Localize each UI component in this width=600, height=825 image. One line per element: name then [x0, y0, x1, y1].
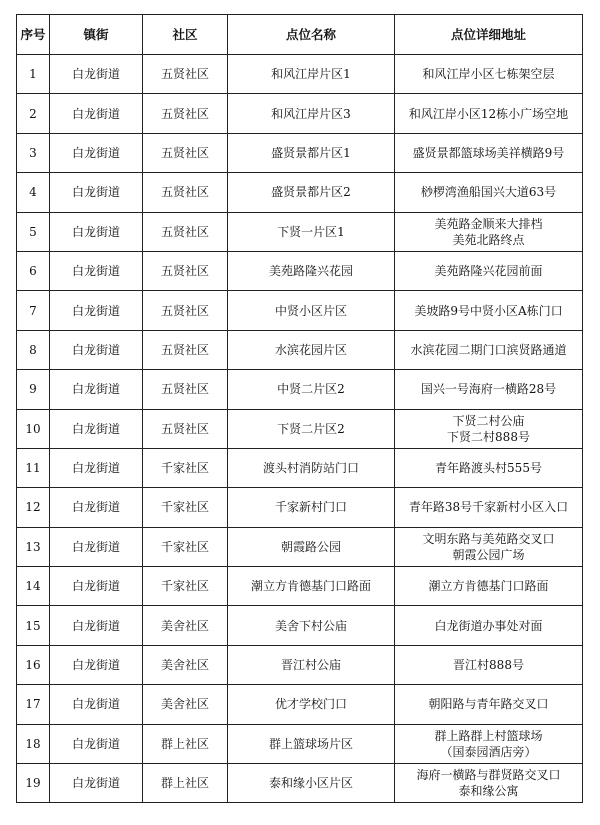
cell-town: 白龙街道: [50, 330, 143, 369]
address-line: 下贤二村888号: [447, 429, 530, 444]
address-line: 美苑路金顺来大排档: [434, 216, 543, 231]
cell-site-name: 中贤二片区2: [228, 370, 395, 409]
cell-number: 12: [17, 488, 50, 527]
cell-community: 五贤社区: [143, 212, 228, 251]
header-site-name: 点位名称: [228, 15, 395, 55]
cell-address: [395, 409, 583, 448]
header-address: 点位详细地址: [395, 15, 583, 55]
cell-address: [395, 330, 583, 369]
cell-number: 8: [17, 330, 50, 369]
cell-number: 1: [17, 55, 50, 94]
cell-community: 五贤社区: [143, 133, 228, 172]
cell-community: 美舍社区: [143, 606, 228, 645]
cell-community: 美舍社区: [143, 685, 228, 724]
address-line: 晋江村888号: [453, 658, 524, 673]
cell-address: [395, 94, 583, 133]
cell-site-name: 群上篮球场片区: [228, 724, 395, 763]
address-line: 水滨花园二期门口滨贤路通道: [410, 342, 567, 357]
cell-address: [395, 724, 583, 763]
table-row: [17, 448, 583, 487]
cell-town: 白龙街道: [50, 251, 143, 290]
cell-community: 五贤社区: [143, 330, 228, 369]
cell-number: 10: [17, 409, 50, 448]
address-line: 美苑北路终点: [452, 232, 525, 247]
cell-number: 9: [17, 370, 50, 409]
cell-number: 18: [17, 724, 50, 763]
cell-town: 白龙街道: [50, 94, 143, 133]
address-line: 和风江岸小区七栋架空层: [422, 67, 555, 82]
address-line: 群上路群上村篮球场: [434, 728, 543, 743]
table-row: [17, 251, 583, 290]
cell-site-name: 下贤二片区2: [228, 409, 395, 448]
table-row: [17, 133, 583, 172]
cell-site-name: 晋江村公庙: [228, 645, 395, 684]
address-line: 海府一横路与群贤路交叉口: [416, 768, 561, 783]
cell-site-name: 中贤小区片区: [228, 291, 395, 330]
table-row: [17, 488, 583, 527]
cell-community: 五贤社区: [143, 94, 228, 133]
cell-address: [395, 764, 583, 803]
cell-community: 群上社区: [143, 724, 228, 763]
cell-community: 五贤社区: [143, 173, 228, 212]
address-line: 白龙街道办事处对面: [434, 618, 543, 633]
header-town: 镇街: [50, 15, 143, 55]
cell-address: [395, 251, 583, 290]
table-row: [17, 567, 583, 606]
cell-town: 白龙街道: [50, 370, 143, 409]
cell-town: 白龙街道: [50, 212, 143, 251]
cell-address: [395, 606, 583, 645]
cell-site-name: 渡头村消防站门口: [228, 448, 395, 487]
cell-town: 白龙街道: [50, 645, 143, 684]
cell-site-name: 盛贤景都片区1: [228, 133, 395, 172]
address-line: 美坡路9号中贤小区A栋门口: [414, 303, 563, 318]
cell-town: 白龙街道: [50, 764, 143, 803]
cell-town: 白龙街道: [50, 409, 143, 448]
address-line: 朝阳路与青年路交叉口: [428, 697, 549, 712]
cell-town: 白龙街道: [50, 567, 143, 606]
cell-site-name: 优才学校门口: [228, 685, 395, 724]
table-row: [17, 724, 583, 763]
header-number: 序号: [17, 15, 50, 55]
cell-address: [395, 527, 583, 566]
cell-community: 五贤社区: [143, 370, 228, 409]
cell-community: 美舍社区: [143, 645, 228, 684]
address-line: 国兴一号海府一横路28号: [420, 382, 557, 397]
table-row: [17, 330, 583, 369]
table-row: [17, 173, 583, 212]
table-row: [17, 370, 583, 409]
cell-town: 白龙街道: [50, 606, 143, 645]
header-row: [17, 15, 583, 55]
cell-address: [395, 212, 583, 251]
cell-community: 千家社区: [143, 527, 228, 566]
address-line: 和风江岸小区12栋小广场空地: [408, 106, 569, 121]
table-row: [17, 606, 583, 645]
cell-address: [395, 567, 583, 606]
address-line: 下贤二村公庙: [452, 413, 525, 428]
cell-address: [395, 685, 583, 724]
cell-site-name: 盛贤景都片区2: [228, 173, 395, 212]
site-table: [16, 14, 583, 803]
table-row: [17, 764, 583, 803]
cell-site-name: 千家新村门口: [228, 488, 395, 527]
cell-community: 五贤社区: [143, 291, 228, 330]
cell-town: 白龙街道: [50, 291, 143, 330]
table-header: [17, 15, 583, 55]
table-row: [17, 645, 583, 684]
cell-site-name: 水滨花园片区: [228, 330, 395, 369]
cell-site-name: 泰和缘小区片区: [228, 764, 395, 803]
cell-number: 2: [17, 94, 50, 133]
cell-site-name: 美舍下村公庙: [228, 606, 395, 645]
address-line: 潮立方肯德基门口路面: [428, 579, 549, 594]
cell-community: 五贤社区: [143, 55, 228, 94]
table-row: [17, 291, 583, 330]
cell-number: 15: [17, 606, 50, 645]
cell-town: 白龙街道: [50, 488, 143, 527]
address-line: （国泰园酒店旁）: [440, 744, 537, 759]
address-line: 朝霞公园广场: [452, 547, 525, 562]
cell-town: 白龙街道: [50, 133, 143, 172]
cell-site-name: 和风江岸片区3: [228, 94, 395, 133]
table-row: [17, 212, 583, 251]
address-line: 青年路38号千家新村小区入口: [408, 500, 569, 515]
cell-number: 7: [17, 291, 50, 330]
address-line: 青年路渡头村555号: [435, 461, 542, 476]
table-row: [17, 94, 583, 133]
cell-address: [395, 488, 583, 527]
address-line: 文明东路与美苑路交叉口: [422, 531, 555, 546]
cell-site-name: 朝霞路公园: [228, 527, 395, 566]
cell-number: 11: [17, 448, 50, 487]
cell-town: 白龙街道: [50, 173, 143, 212]
cell-number: 14: [17, 567, 50, 606]
cell-town: 白龙街道: [50, 448, 143, 487]
cell-number: 16: [17, 645, 50, 684]
cell-number: 6: [17, 251, 50, 290]
address-line: 美苑路隆兴花园前面: [434, 264, 543, 279]
cell-community: 千家社区: [143, 488, 228, 527]
cell-address: [395, 133, 583, 172]
cell-community: 五贤社区: [143, 409, 228, 448]
cell-number: 19: [17, 764, 50, 803]
cell-number: 3: [17, 133, 50, 172]
cell-town: 白龙街道: [50, 55, 143, 94]
cell-number: 4: [17, 173, 50, 212]
table-body: [17, 55, 583, 803]
address-line: 泰和缘公寓: [458, 784, 519, 799]
cell-address: [395, 291, 583, 330]
cell-site-name: 和风江岸片区1: [228, 55, 395, 94]
cell-address: [395, 370, 583, 409]
table-row: [17, 55, 583, 94]
cell-community: 五贤社区: [143, 251, 228, 290]
table-row: [17, 527, 583, 566]
cell-address: [395, 645, 583, 684]
header-community: 社区: [143, 15, 228, 55]
cell-number: 13: [17, 527, 50, 566]
cell-community: 群上社区: [143, 764, 228, 803]
table-row: [17, 685, 583, 724]
cell-community: 千家社区: [143, 448, 228, 487]
address-line: 盛贤景都篮球场美祥横路9号: [412, 145, 565, 160]
cell-town: 白龙街道: [50, 685, 143, 724]
cell-address: [395, 173, 583, 212]
cell-site-name: 美苑路隆兴花园: [228, 251, 395, 290]
cell-number: 17: [17, 685, 50, 724]
cell-community: 千家社区: [143, 567, 228, 606]
cell-town: 白龙街道: [50, 527, 143, 566]
address-line: 桫椤湾渔船国兴大道63号: [420, 185, 557, 200]
cell-number: 5: [17, 212, 50, 251]
cell-site-name: 下贤一片区1: [228, 212, 395, 251]
table-row: [17, 409, 583, 448]
cell-town: 白龙街道: [50, 724, 143, 763]
cell-site-name: 潮立方肯德基门口路面: [228, 567, 395, 606]
cell-address: [395, 448, 583, 487]
cell-address: [395, 55, 583, 94]
